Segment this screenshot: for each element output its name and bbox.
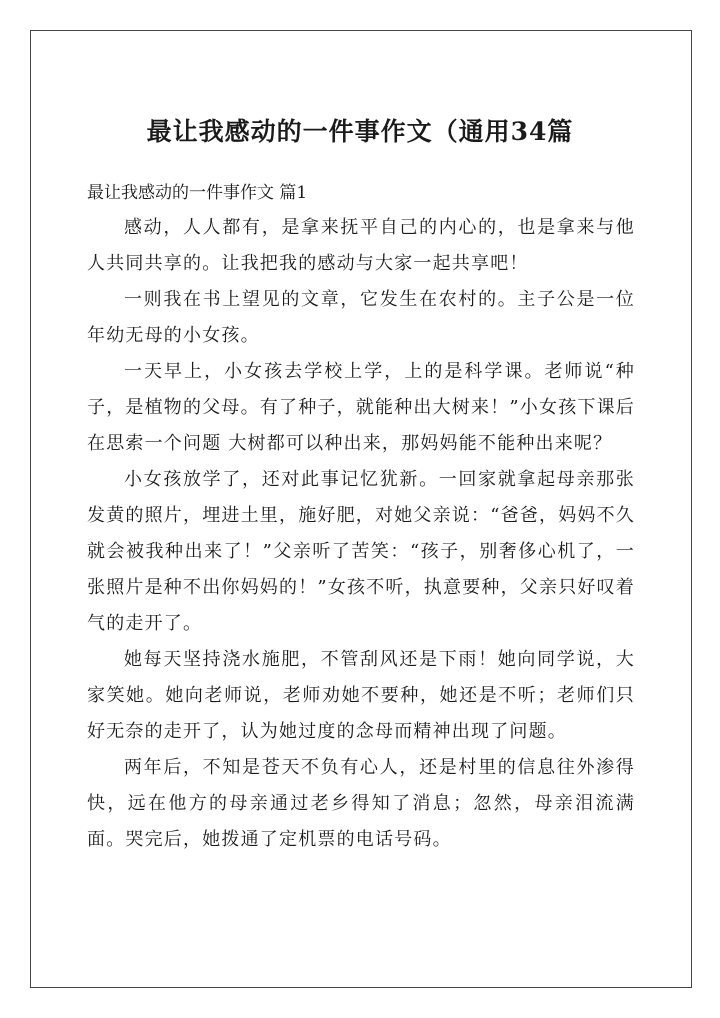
article-body xyxy=(87,176,635,858)
paragraph: 一天早上，小女孩去学校上学，上的是科学课。老师说“种子，是植物的父母。有了种子，就能种出大树来！”小女孩下课后在思索一个问题 大树都可以种出来，那妈妈能不能种出来呢？ xyxy=(87,361,635,454)
document-title: 最让我感动的一件事作文（通用34篇 xyxy=(146,117,574,146)
section-subheading: 最让我感动的一件事作文 篇1 xyxy=(87,183,308,203)
paragraph: 一则我在书上望见的文章，它发生在农村的。主子公是一位年幼无母的小女孩。 xyxy=(87,289,635,346)
paragraph: 她每天坚持浇水施肥，不管刮风还是下雨！她向同学说，大家笑她。她向老师说，老师劝她不要种，她还是不听；老师们只好无奈的走开了，认为她过度的念母而精神出现了问题。 xyxy=(87,649,635,742)
paragraph: 感动，人人都有，是拿来抚平自己的内心的，也是拿来与他人共同共享的。让我把我的感动与大家一起共享吧！ xyxy=(87,217,635,274)
paragraph: 小女孩放学了，还对此事记忆犹新。一回家就拿起母亲那张发黄的照片，埋进土里，施好肥，对她父亲说：“爸爸，妈妈不久就会被我种出来了！”父亲听了苦笑：“孩子，别奢侈心机了，一张照片是种不出你妈妈的！”女孩不听，执意要种，父亲只好叹着气的走开了。 xyxy=(87,469,635,634)
paragraph: 两年后，不知是苍天不负有心人，还是村里的信息往外渗得快，远在他方的母亲通过老乡得知了消息；忽然，母亲泪流满面。哭完后，她拨通了定机票的电话号码。 xyxy=(87,757,635,850)
